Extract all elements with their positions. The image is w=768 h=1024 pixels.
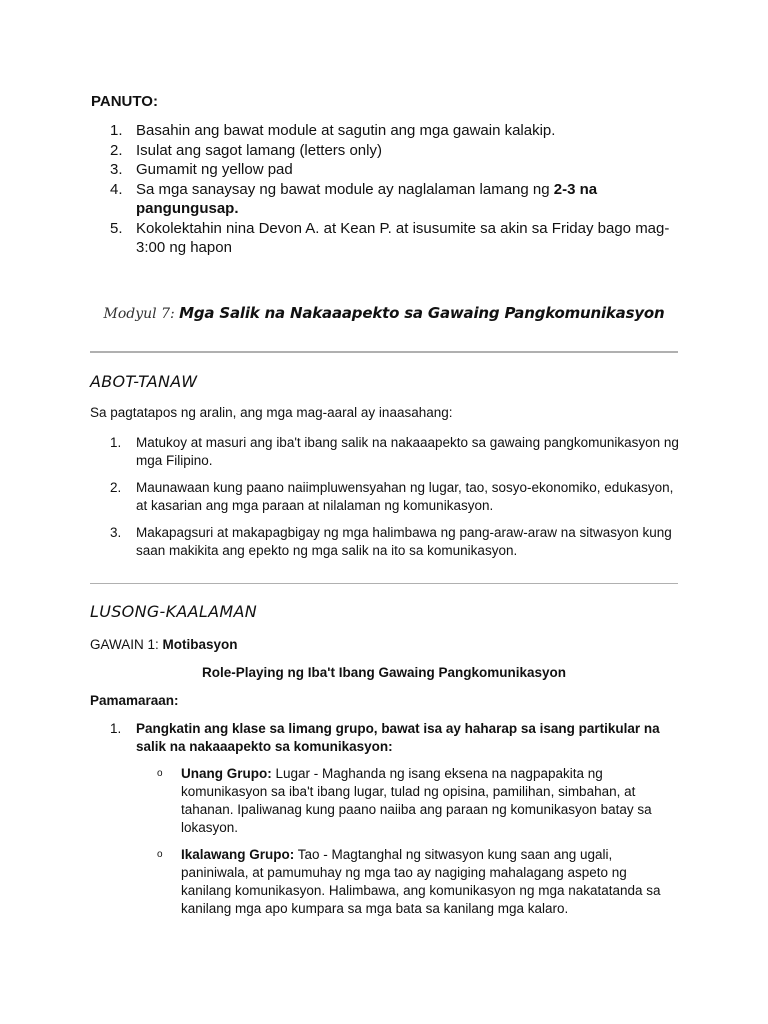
list-number: 1. <box>110 435 122 450</box>
section-heading-abot-tanaw: ABOT-TANAW <box>90 372 198 391</box>
module-name: Mga Salik na Nakaaapekto sa Gawaing Pangkomunikasyon <box>179 304 665 322</box>
list-item <box>110 219 685 258</box>
list-item <box>110 180 685 219</box>
section-heading-lusong-kaalaman: LUSONG-KAALAMAN <box>90 602 257 621</box>
group-text: Tao - Magtanghal ng sitwasyon kung saan ang ugali, paniniwala, at pamumuhay ng mga tao ay nagiging mahalagang aspeto ng kanilang komunikasyon. Halimbawa, ang komunikasyon ng mga nakatatanda sa kanilang mga apo kumpara sa mga bata sa kanilang mga kalaro. <box>181 847 661 916</box>
step-text: Pangkatin ang klase sa limang grupo, bawat isa ay haharap sa isang partikular na salik na nakaaapekto sa komunikasyon: <box>136 721 660 754</box>
list-item <box>110 434 680 470</box>
module-prefix: Modyul 7: <box>103 306 175 322</box>
list-item <box>110 121 685 141</box>
list-item <box>110 141 685 161</box>
list-text: Makapagsuri at makapagbigay ng mga halimbawa ng pang-araw-araw na sitwasyon kung saan makikita ang epekto ng mga salik na ito sa komunikasyon. <box>136 525 672 558</box>
group-label: Unang Grupo: <box>181 766 272 781</box>
list-text: Kokolektahin nina Devon A. at Kean P. at isusumite sa akin sa Friday bago mag-3:00 ng hapon <box>136 219 670 256</box>
list-item <box>110 160 685 180</box>
list-text-bold: 2-3 na pangungusap. <box>136 180 598 217</box>
list-number: 2. <box>110 480 122 495</box>
activity-number: GAWAIN 1: <box>90 637 163 652</box>
group-list <box>136 765 680 918</box>
list-number: 1. <box>110 122 123 139</box>
group-item <box>136 846 680 918</box>
list-number: 3. <box>110 525 122 540</box>
list-text: Basahin ang bawat module at sagutin ang mga gawain kalakip. <box>136 122 556 139</box>
group-item <box>136 765 680 837</box>
list-number: 5. <box>110 219 123 237</box>
list-item <box>110 524 680 560</box>
list-number: 4. <box>110 180 123 198</box>
list-text: Isulat ang sagot lamang (letters only) <box>136 141 382 159</box>
group-text: Lugar - Maghanda ng isang eksena na nagpapakita ng komunikasyon sa iba't ibang lugar, tulad ng opisina, pamilihan, simbahan, at tahanan. Ipaliwanag kung paano naiiba ang paraan ng komunikasyon batay sa lokasyon. <box>181 766 652 835</box>
panuto-list <box>110 121 685 258</box>
module-title <box>0 304 768 323</box>
list-text: Maunawaan kung paano naiimpluwensyahan ng lugar, tao, sosyo-ekonomiko, edukasyon, at kasarian ang mga paraan at nilalaman ng komunikasyon. <box>136 480 674 513</box>
list-item <box>110 720 680 918</box>
procedure-heading: Pamamaraan: <box>90 693 179 708</box>
list-number: 2. <box>110 141 123 159</box>
group-label: Ikalawang Grupo: <box>181 847 295 862</box>
list-text: Gumamit ng yellow pad <box>136 161 293 178</box>
activity-title: Role-Playing ng Iba't Ibang Gawaing Pangkomunikasyon <box>201 665 566 680</box>
bullet-icon: o <box>157 768 163 779</box>
objectives-intro: Sa pagtatapos ng aralin, ang mga mag-aaral ay inaasahang: <box>90 405 453 420</box>
list-number: 3. <box>110 161 123 178</box>
list-text: Matukoy at masuri ang iba't ibang salik na nakaaapekto sa gawaing pangkomunikasyon ng mga Filipino. <box>136 435 679 468</box>
list-text: Sa mga sanaysay ng bawat module ay naglalaman lamang ng <box>136 180 554 198</box>
activity-label <box>90 637 238 652</box>
procedure-steps <box>110 720 680 927</box>
list-number: 1. <box>110 721 122 736</box>
list-item <box>110 479 680 515</box>
divider <box>90 583 678 584</box>
panuto-title: PANUTO: <box>91 93 158 110</box>
bullet-icon: o <box>157 849 163 860</box>
activity-name: Motibasyon <box>162 637 238 652</box>
divider <box>90 351 678 353</box>
objectives-list <box>110 434 680 569</box>
